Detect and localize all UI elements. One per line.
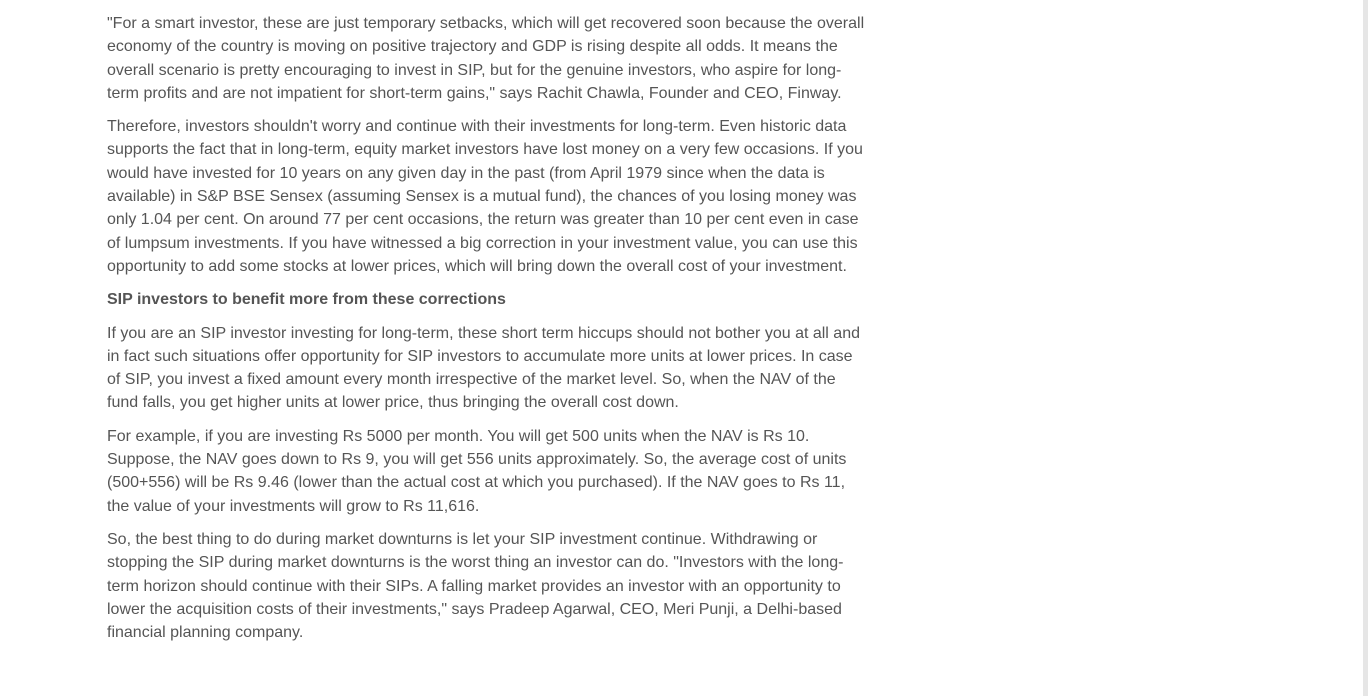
section-heading-sip-investors: SIP investors to benefit more from these corrections [107,291,506,309]
paragraph-pradeep-agarwal-quote: So, the best thing to do during market downturns is let your SIP investment continue. Withdrawing or stopping the SIP during market downturns is the worst thing an investor can do. "Investors with the long-term horizon should continue with their SIPs. A falling market provides an investor with an opportunity to lower the acquisition costs of their investments," says Pradeep Agarwal, CEO, Meri Punji, a Delhi-based financial planning company. [107,530,844,642]
article-body [107,12,867,654]
paragraph-nav-example: For example, if you are investing Rs 5000 per month. You will get 500 units when the NAV is Rs 10. Suppose, the NAV goes down to Rs 9, you will get 556 units approximately. So, the average cost of units (500+556) will be Rs 9.46 (lower than the actual cost at which you purchased). If the NAV goes to Rs 11, the value of your investments will grow to Rs 11,616. [107,427,847,515]
paragraph-rachit-chawla-quote: "For a smart investor, these are just temporary setbacks, which will get recovered soon because the overall economy of the country is moving on positive trajectory and GDP is rising despite all odds. It means the overall scenario is pretty encouraging to invest in SIP, but for the genuine investors, who aspire for long-term profits and are not impatient for short-term gains," says Rachit Chawla, Founder and CEO, Finway. [107,15,865,102]
paragraph-historic-data: Therefore, investors shouldn't worry and continue with their investments for long-term. Even historic data supports the fact that in long-term, equity market investors have lost money on a very few occasions. If you would have invested for 10 years on any given day in the past (from April 1979 since when the data is available) in S&P BSE Sensex (assuming Sensex is a mutual fund), the chances of you losing money was only 1.04 per cent. On around 77 per cent occasions, the return was greater than 10 per cent even in case of lumpsum investments. If you have witnessed a big correction in your investment value, you can use this opportunity to add some stocks at lower prices, which will bring down the overall cost of your investment. [107,118,863,275]
page-scrollbar[interactable] [1363,0,1368,696]
paragraph-sip-long-term: If you are an SIP investor investing for long-term, these short term hiccups should not bother you at all and in fact such situations offer opportunity for SIP investors to accumulate more units at lower prices. In case of SIP, you invest a fixed amount every month irrespective of the market level. So, when the NAV of the fund falls, you get higher units at lower price, thus bringing the overall cost down. [107,324,860,412]
